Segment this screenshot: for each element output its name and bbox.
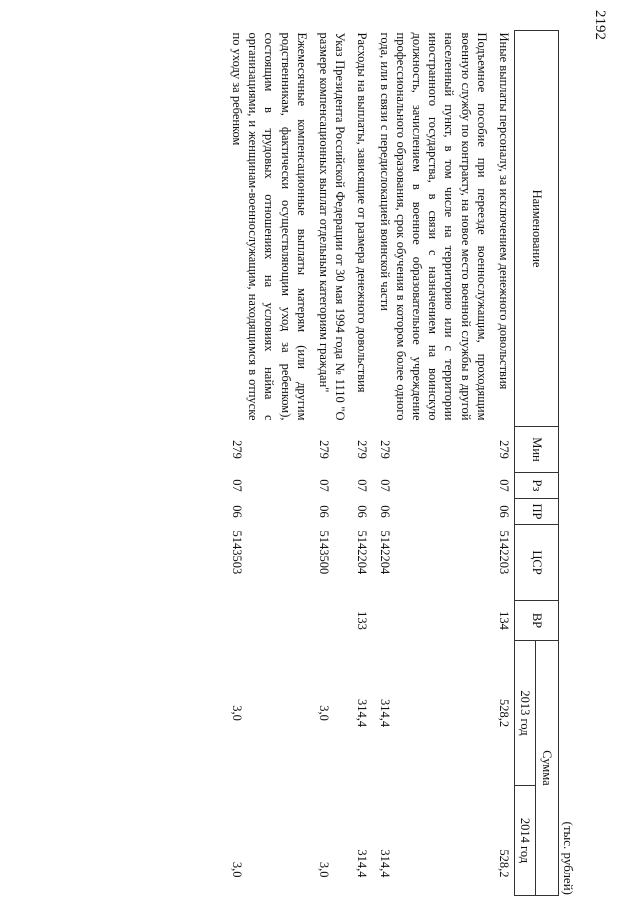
row-sum-2014: 3,0	[316, 861, 331, 878]
header-year-2014: 2014 год	[515, 786, 536, 896]
table-row	[316, 31, 354, 896]
row-csr: 5142203	[497, 530, 511, 575]
row-sum-2013: 528,2	[497, 698, 511, 728]
row-min: 279	[355, 440, 370, 459]
row-sum-2014: 314,4	[355, 849, 370, 878]
header-rz: Рз	[515, 473, 559, 499]
row-csr: 5143503	[229, 530, 244, 575]
row-name: Иные выплаты персоналу, за исключением денежного довольствия	[497, 32, 511, 390]
header-min: Мин	[515, 427, 559, 473]
row-min: 279	[316, 440, 331, 459]
row-sum-2014: 3,0	[229, 861, 244, 878]
row-sum-2013: 3,0	[316, 705, 331, 721]
row-vr	[316, 601, 354, 641]
row-rz: 07	[316, 479, 331, 492]
header-year-2013: 2013 год	[515, 641, 536, 786]
row-csr: 5142204	[355, 530, 370, 575]
table-row	[376, 31, 495, 896]
table-row	[354, 31, 376, 896]
header-pr: ПР	[515, 499, 559, 525]
row-vr: 133	[355, 611, 370, 630]
row-csr: 5142204	[377, 530, 392, 575]
row-sum-2013: 314,4	[377, 698, 392, 728]
row-name: Ежемесячные компенсационные выплаты матерям (или другим родственникам, фактически осуществляющим уход за ребенком), состоящим в трудовых отношениях на условиях найма с организациями, и женщинам-военнослужащим, находящимся в отпуске по уходу за ребенком	[229, 32, 309, 421]
row-name: Подъемное пособие при переезде военнослужащим, проходящим военную службу по контракту, на новое место военной службы в другой населенный пункт, в том числе на территорию или с территории иностранного государства, в связи с назначением на воинскую должность, зачислением в военное образовательное учреждение профессионального образования, срок обучения в котором более одного года, или в связи с передислокацией воинской части	[377, 32, 489, 421]
row-vr: 134	[497, 611, 511, 630]
row-pr: 06	[497, 505, 511, 518]
row-sum-2013: 314,4	[355, 698, 370, 728]
row-pr: 06	[229, 505, 244, 518]
row-min: 279	[229, 440, 244, 459]
table-row	[496, 31, 515, 896]
row-name: Указ Президента Российской Федерации от 30 мая 1994 года № 1110 "О размере компенсационных выплат отдельным категориям граждан"	[316, 32, 348, 421]
header-name: Наименование	[515, 31, 559, 427]
header-sum: Сумма	[536, 641, 559, 896]
row-sum-2013: 3,0	[229, 705, 244, 721]
row-pr: 06	[377, 505, 392, 518]
page-number: 2192	[592, 10, 608, 40]
row-csr: 5143500	[316, 530, 331, 575]
row-pr: 06	[316, 505, 331, 518]
row-min: 279	[497, 440, 511, 459]
row-rz: 07	[355, 479, 370, 492]
row-sum-2014: 528,2	[497, 849, 511, 878]
row-rz: 07	[229, 479, 244, 492]
row-rz: 07	[497, 479, 511, 492]
row-pr: 06	[355, 505, 370, 518]
row-rz: 07	[377, 479, 392, 492]
row-sum-2014: 314,4	[377, 849, 392, 878]
row-vr	[229, 601, 316, 641]
row-name: Расходы на выплаты, зависящие от размера денежного довольствия	[355, 32, 370, 393]
budget-table	[229, 30, 559, 896]
row-vr	[376, 601, 495, 641]
units-label: (тыс. рублей)	[561, 821, 576, 895]
table-row	[229, 31, 316, 896]
table-header	[515, 31, 559, 896]
header-vr: ВР	[515, 601, 559, 641]
rotated-page-content	[97, 30, 577, 895]
header-csr: ЦСР	[515, 525, 559, 601]
row-min: 279	[377, 440, 392, 459]
